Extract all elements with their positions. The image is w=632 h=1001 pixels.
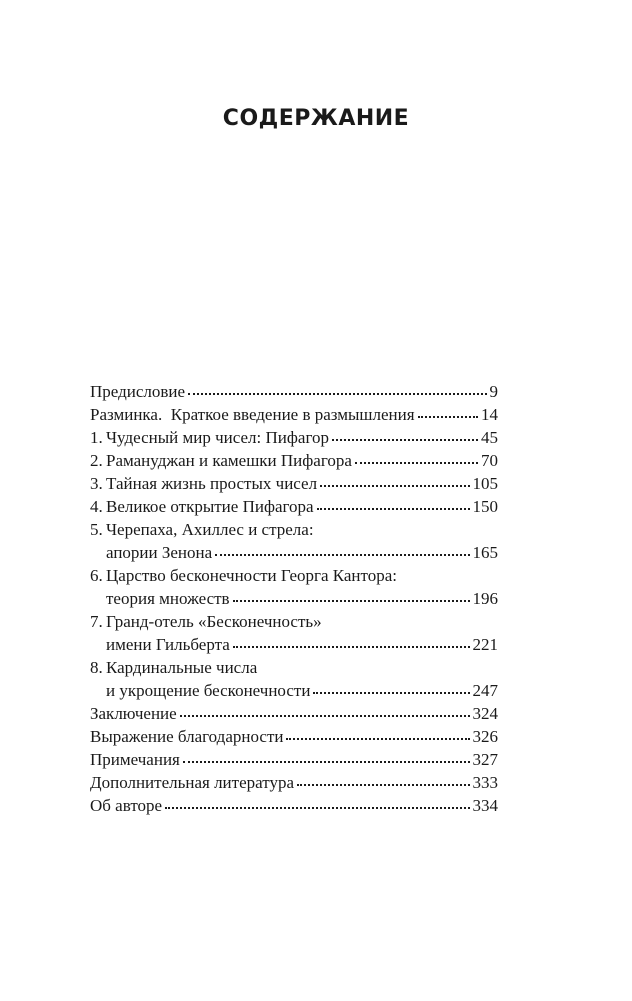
toc-entry-conclusion [90,702,498,725]
chapter-number: 2. [90,451,103,470]
toc-entry-title: Примечания [90,750,180,769]
toc-entry-acknowledgements [90,725,498,748]
toc-entry-title: Чудесный мир чисел: Пифагор [106,428,330,447]
toc-page-number: 9 [489,382,498,401]
dot-leader [165,806,469,809]
toc-entry-chapter-8 [90,656,498,679]
dot-leader [233,645,470,648]
toc-entry-title-continuation: и укрощение бесконечности [106,681,311,700]
toc-entry-about-author [90,794,498,817]
toc-entry-title: Кардинальные числа [106,658,258,677]
toc-entry-chapter-5-cont [90,541,498,564]
toc-entry-title: Дополнительная литература [90,773,294,792]
toc-page-number: 326 [472,727,498,746]
toc-entry-title-continuation: теория множеств [106,589,230,608]
toc-entry-title: Об авторе [90,796,163,815]
chapter-number: 1. [90,428,103,447]
toc-entry-chapter-1 [90,426,498,449]
dot-leader [188,392,486,395]
toc-entry-title: Заключение [90,704,177,723]
toc-entry-chapter-7-cont [90,633,498,656]
toc-entry-title: Царство бесконечности Георга Кантора: [106,566,397,585]
dot-leader [332,438,478,441]
toc-entry-title: Черепаха, Ахиллес и стрела: [106,520,314,539]
toc-entry-title-continuation: апории Зенона [106,543,213,562]
toc-entry-chapter-7 [90,610,498,633]
toc-entry-chapter-5 [90,518,498,541]
chapter-number: 5. [90,520,103,539]
toc-entry-warmup [90,403,498,426]
toc-page-number: 45 [481,428,498,447]
dot-leader [215,553,469,556]
chapter-number: 8. [90,658,103,677]
dot-leader [183,760,470,763]
dot-leader [313,691,469,694]
toc-entry-title: Рамануджан и камешки Пифагора [106,451,352,470]
toc-entry-title: Гранд-отель «Бесконечность» [106,612,322,631]
toc-page-number: 324 [472,704,498,723]
toc-page-number: 196 [472,589,498,608]
dot-leader [317,507,470,510]
toc-entry-title: Разминка. Краткое введение в размышления [90,405,415,424]
toc-entry-title: Предисловие [90,382,186,401]
chapter-number: 7. [90,612,103,631]
chapter-number: 6. [90,566,103,585]
toc-page-number: 221 [472,635,498,654]
dot-leader [180,714,470,717]
dot-leader [355,461,478,464]
dot-leader [297,783,470,786]
toc-entry-notes [90,748,498,771]
toc-entry-chapter-6-cont [90,587,498,610]
toc-entry-chapter-3 [90,472,498,495]
toc-entry-preface [90,380,498,403]
table-of-contents [90,380,498,817]
dot-leader [233,599,470,602]
dot-leader [418,415,478,418]
toc-entry-chapter-4 [90,495,498,518]
toc-page-number: 334 [472,796,498,815]
toc-entry-title: Великое открытие Пифагора [106,497,314,516]
toc-entry-chapter-8-cont [90,679,498,702]
toc-page-number: 327 [472,750,498,769]
toc-page-number: 150 [472,497,498,516]
chapter-number: 3. [90,474,103,493]
toc-page-number: 247 [472,681,498,700]
toc-entry-title: Тайная жизнь простых чисел [106,474,318,493]
toc-entry-title: Выражение благодарности [90,727,284,746]
toc-page-number: 333 [472,773,498,792]
toc-page-number: 165 [472,543,498,562]
page-title: СОДЕРЖАНИЕ [222,106,410,131]
toc-entry-chapter-6 [90,564,498,587]
toc-page-number: 14 [481,405,498,424]
chapter-number: 4. [90,497,103,516]
toc-entry-chapter-2 [90,449,498,472]
dot-leader [320,484,469,487]
dot-leader [286,737,469,740]
toc-page-number: 105 [472,474,498,493]
toc-entry-title-continuation: имени Гильберта [106,635,230,654]
toc-entry-further-reading [90,771,498,794]
toc-page-number: 70 [481,451,498,470]
